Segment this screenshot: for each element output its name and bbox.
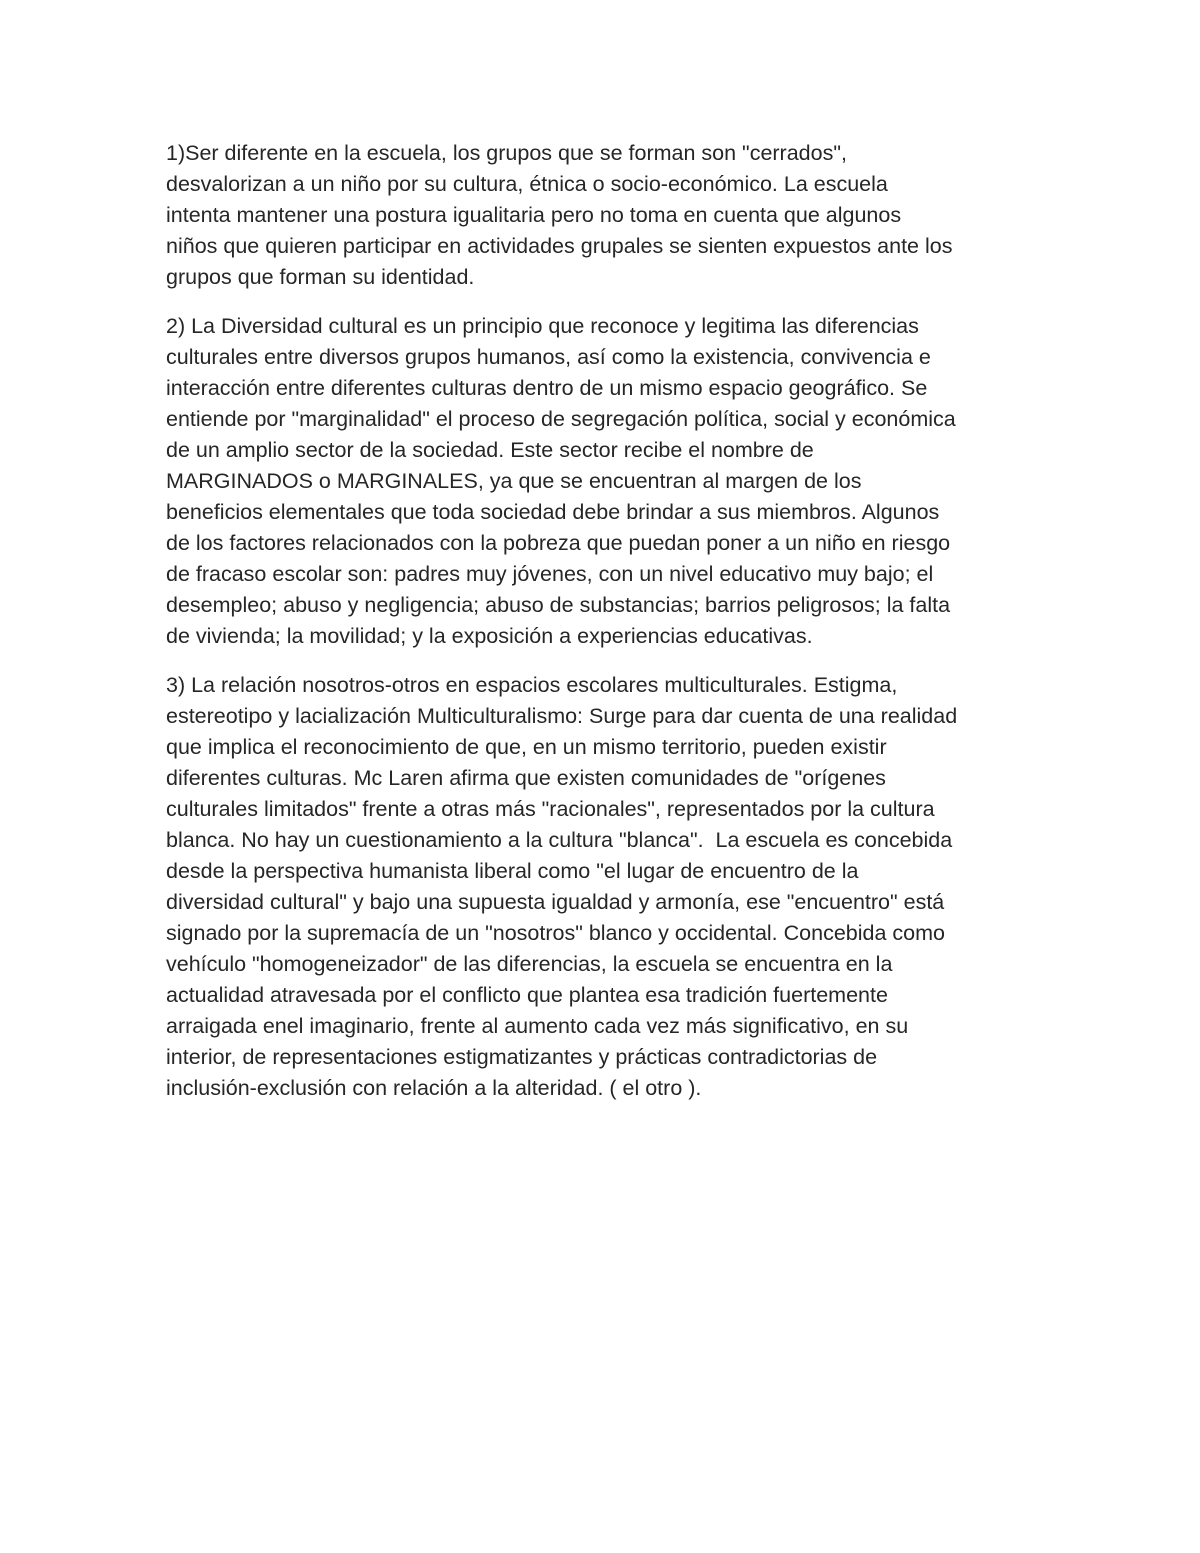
text-line: 2) La Diversidad cultural es un principio que reconoce y legitima las diferencias bbox=[166, 314, 919, 338]
text-line: culturales entre diversos grupos humanos, así como la existencia, convivencia e bbox=[166, 345, 931, 369]
text-line: intenta mantener una postura igualitaria pero no toma en cuenta que algunos bbox=[166, 203, 902, 227]
paragraph-2 bbox=[166, 311, 1038, 652]
text-line: diversidad cultural" y bajo una supuesta igualdad y armonía, ese "encuentro" está bbox=[166, 890, 945, 914]
paragraph-3 bbox=[166, 670, 1038, 1104]
text-line: beneficios elementales que toda sociedad debe brindar a sus miembros. Algunos bbox=[166, 500, 940, 524]
text-line: desempleo; abuso y negligencia; abuso de substancias; barrios peligrosos; la falta bbox=[166, 593, 951, 617]
text-line: culturales limitados" frente a otras más "racionales", representados por la cultura bbox=[166, 797, 935, 821]
text-line: MARGINADOS o MARGINALES, ya que se encuentran al margen de los bbox=[166, 469, 862, 493]
text-line: arraigada enel imaginario, frente al aumento cada vez más significativo, en su bbox=[166, 1014, 909, 1038]
text-line: inclusión-exclusión con relación a la alteridad. ( el otro ). bbox=[166, 1076, 702, 1100]
text-line: signado por la supremacía de un "nosotros" blanco y occidental. Concebida como bbox=[166, 921, 945, 945]
text-line: actualidad atravesada por el conflicto que plantea esa tradición fuertemente bbox=[166, 983, 888, 1007]
text-line: interacción entre diferentes culturas dentro de un mismo espacio geográfico. Se bbox=[166, 376, 928, 400]
text-line: 3) La relación nosotros-otros en espacios escolares multiculturales. Estigma, bbox=[166, 673, 898, 697]
text-line: niños que quieren participar en actividades grupales se sienten expuestos ante los bbox=[166, 234, 953, 258]
text-line: de vivienda; la movilidad; y la exposición a experiencias educativas. bbox=[166, 624, 813, 648]
text-line: estereotipo y lacialización Multiculturalismo: Surge para dar cuenta de una realidad bbox=[166, 704, 958, 728]
text-line: diferentes culturas. Mc Laren afirma que existen comunidades de "orígenes bbox=[166, 766, 886, 790]
text-line: vehículo "homogeneizador" de las diferencias, la escuela se encuentra en la bbox=[166, 952, 893, 976]
text-line: grupos que forman su identidad. bbox=[166, 265, 475, 289]
text-line: desde la perspectiva humanista liberal como "el lugar de encuentro de la bbox=[166, 859, 859, 883]
document-body bbox=[166, 138, 1038, 1122]
text-line: interior, de representaciones estigmatizantes y prácticas contradictorias de bbox=[166, 1045, 878, 1069]
text-line: de fracaso escolar son: padres muy jóvenes, con un nivel educativo muy bajo; el bbox=[166, 562, 934, 586]
text-line: de un amplio sector de la sociedad. Este sector recibe el nombre de bbox=[166, 438, 814, 462]
paragraph-1 bbox=[166, 138, 1038, 293]
text-line: blanca. No hay un cuestionamiento a la cultura "blanca". La escuela es concebida bbox=[166, 828, 953, 852]
text-line: entiende por "marginalidad" el proceso de segregación política, social y económica bbox=[166, 407, 956, 431]
text-line: que implica el reconocimiento de que, en un mismo territorio, pueden existir bbox=[166, 735, 887, 759]
text-line: 1)Ser diferente en la escuela, los grupos que se forman son "cerrados", bbox=[166, 141, 847, 165]
text-line: de los factores relacionados con la pobreza que puedan poner a un niño en riesgo bbox=[166, 531, 951, 555]
text-line: desvalorizan a un niño por su cultura, étnica o socio-económico. La escuela bbox=[166, 172, 888, 196]
